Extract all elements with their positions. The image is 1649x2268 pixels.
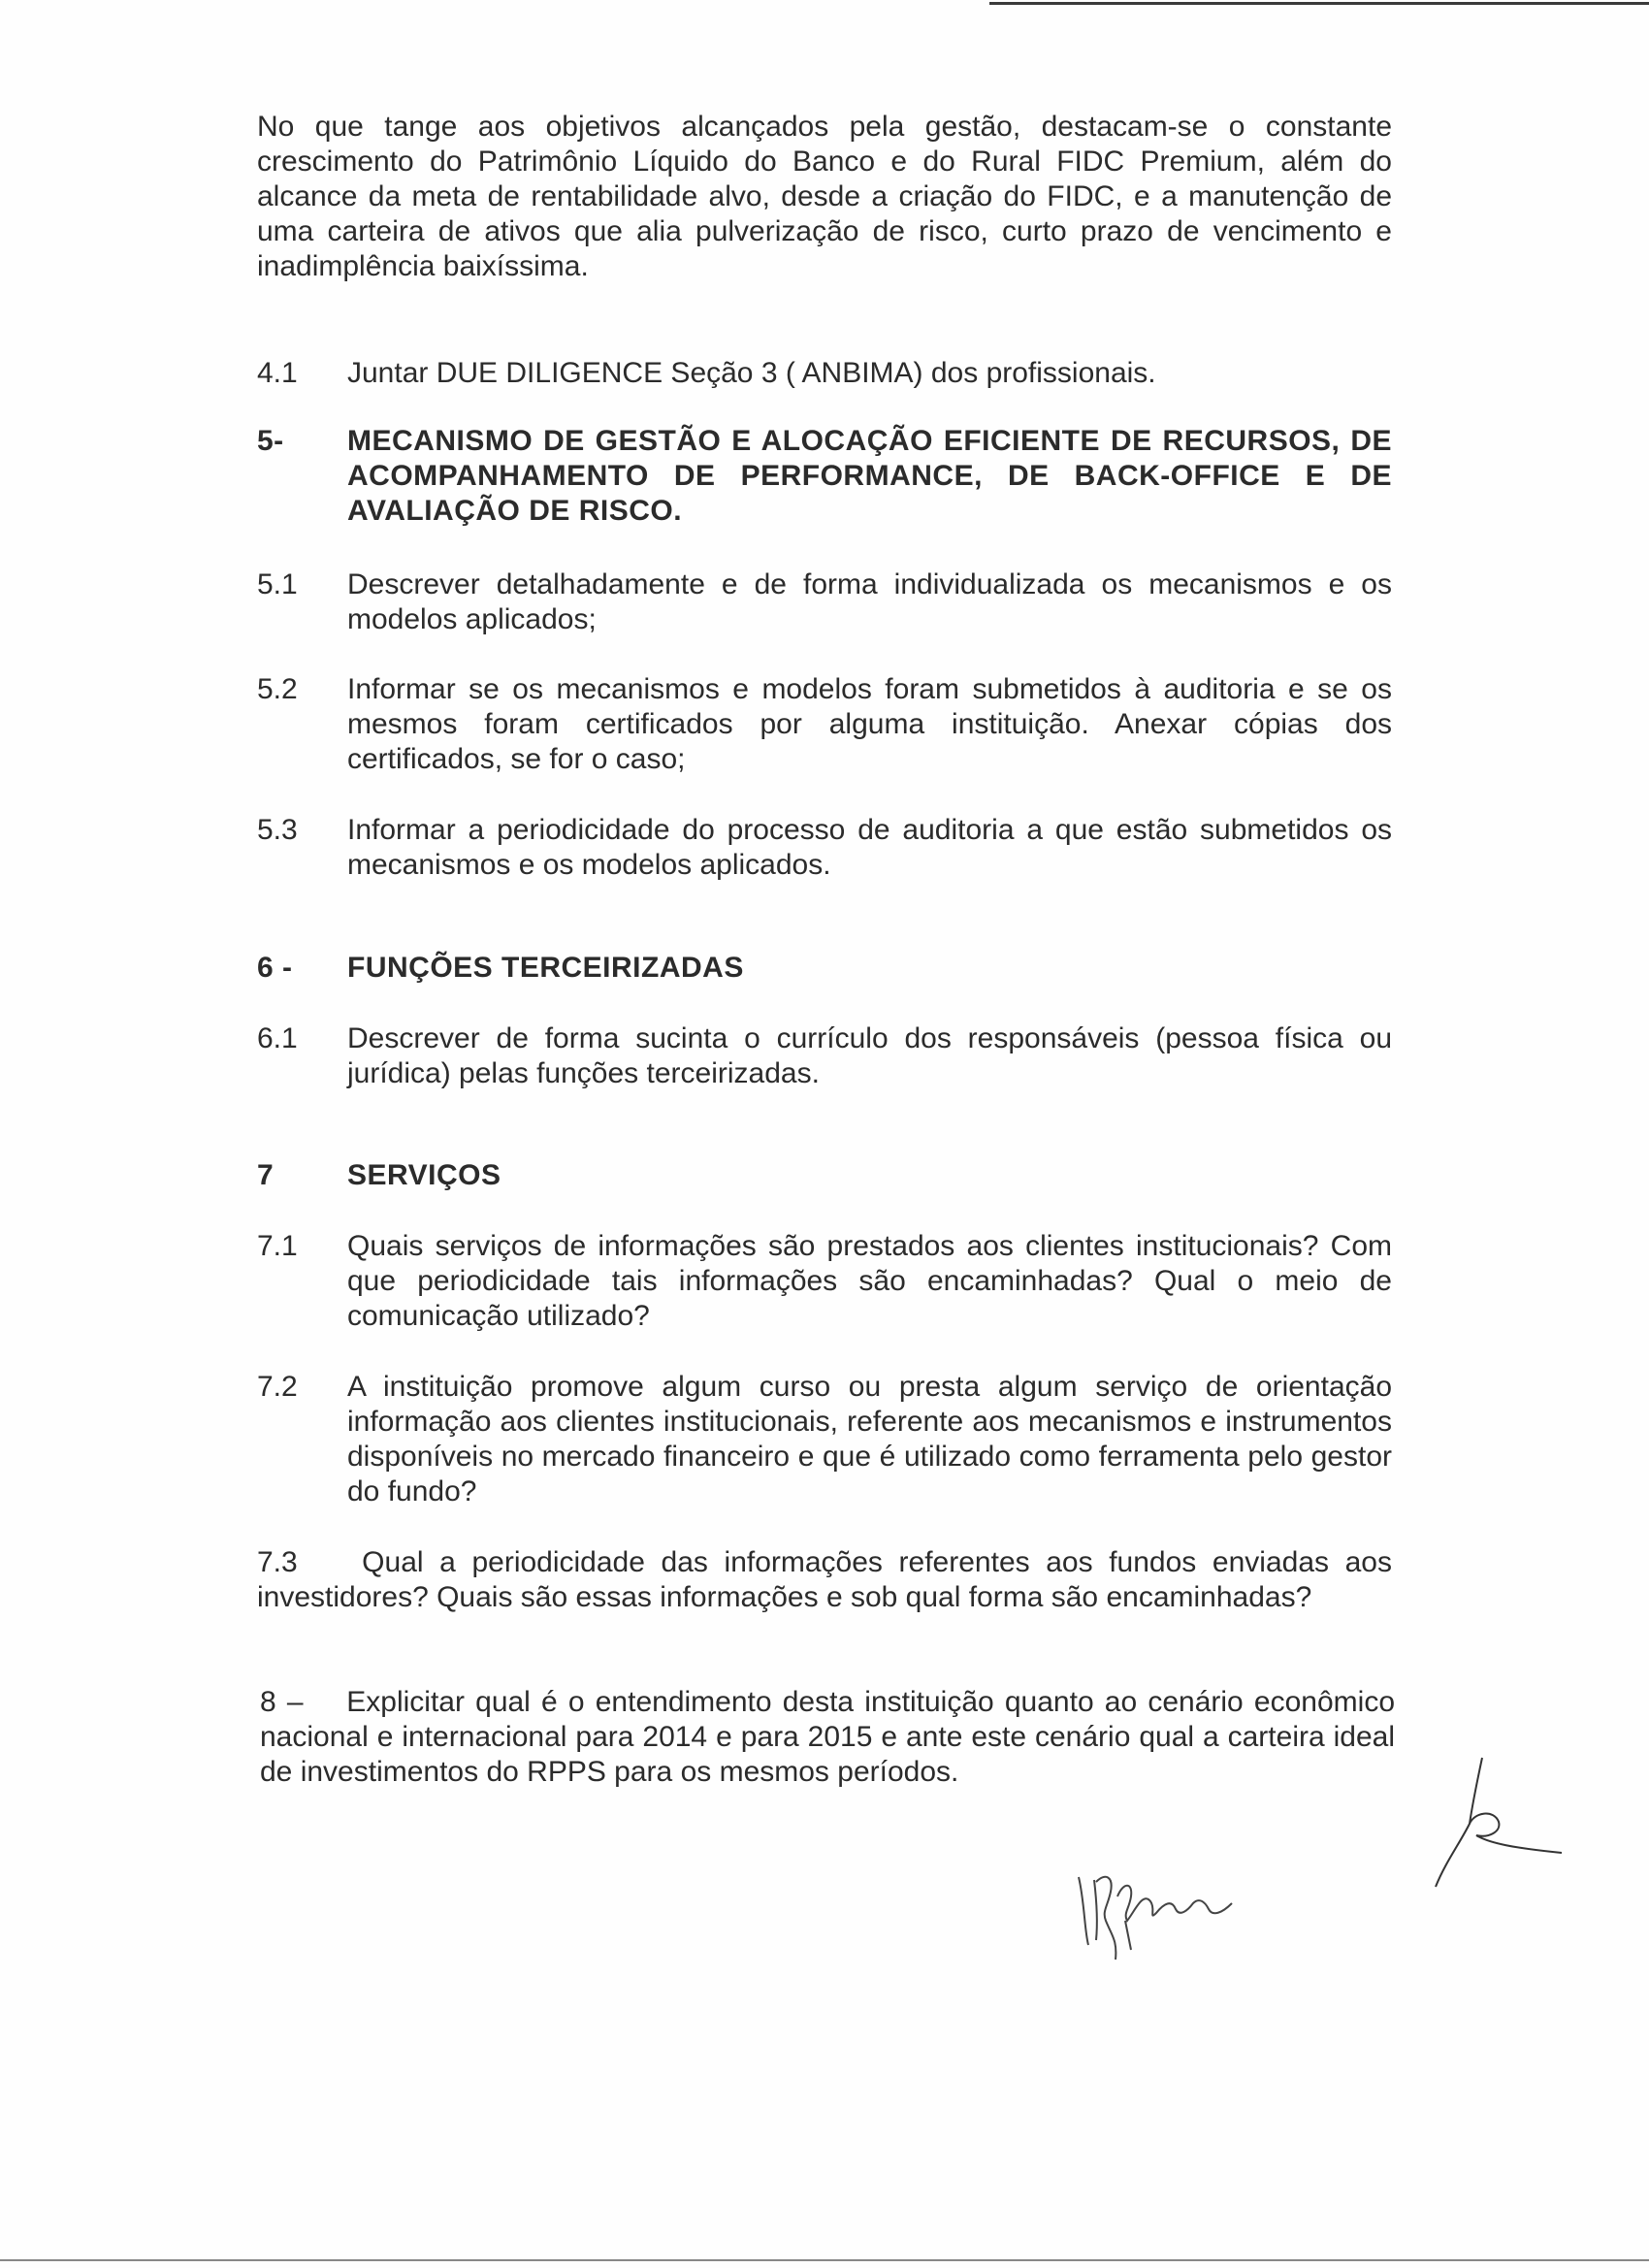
item-number: 5.2 (257, 673, 298, 705)
item-text: Informar se os mecanismos e modelos foram submetidos à auditoria e se os mesmos foram certificados por alguma instituição. Anexar cópias dos certificados, se for o caso; (347, 673, 1392, 775)
item-number: 5.3 (257, 814, 298, 846)
section-title: MECANISMO DE GESTÃO E ALOCAÇÃO EFICIENTE DE RECURSOS, DE ACOMPANHAMENTO DE PERFORMANCE, DE BACK-OFFICE E DE AVALIAÇÃO DE RISCO. (347, 425, 1392, 527)
section-title: SERVIÇOS (347, 1159, 501, 1191)
item-5-3 (257, 813, 1392, 886)
item-6-1 (257, 1021, 1392, 1094)
section-5-heading (257, 424, 1392, 531)
section-number: 7 (257, 1159, 275, 1191)
item-7-3: 7.3 Qual a periodicidade das informações referentes aos fundos enviadas aos investidores? Quais são essas informações e sob qual forma são encaminhadas? (257, 1546, 1401, 1613)
item-5-2 (257, 672, 1392, 779)
initials-signature (1416, 1746, 1581, 1901)
item-8: 8 – Explicitar qual é o entendimento desta instituição quanto ao cenário econômico nacional e internacional para 2014 e para 2015 e ante este cenário qual a carteira ideal de investimentos do RPPS para os mesmos períodos. (260, 1686, 1404, 1788)
handwritten-signature (1067, 1853, 1261, 1969)
item-number: 4.1 (257, 357, 298, 389)
section-number: 5- (257, 425, 284, 457)
item-4-1 (257, 356, 1392, 395)
intro-paragraph: No que tange aos objetivos alcançados pela gestão, destacam-se o constante crescimento do Patrimônio Líquido do Banco e do Rural FIDC Premium, além do alcance da meta de rentabilidade alvo, desde a criação do FIDC, e a manutenção de uma carteira de ativos que alia pulverização de risco, curto prazo de vencimento e inadimplência baixíssima. (257, 111, 1392, 282)
item-number: 5.1 (257, 568, 298, 600)
scan-edge-bottom (0, 2259, 1649, 2261)
item-text: Informar a periodicidade do processo de auditoria a que estão submetidos os mecanismos e os modelos aplicados. (347, 814, 1392, 881)
item-number: 7.1 (257, 1230, 298, 1262)
section-6-heading (257, 951, 1392, 989)
scan-edge-top (989, 2, 1649, 5)
item-text: A instituição promove algum curso ou presta algum serviço de orientação informação aos clientes institucionais, referente aos mecanismos e instrumentos disponíveis no mercado financeiro e que é utilizado como ferramenta pelo gestor do fundo? (347, 1371, 1392, 1507)
section-title: FUNÇÕES TERCEIRIZADAS (347, 952, 744, 984)
item-number: 7.2 (257, 1371, 298, 1403)
item-text: Descrever de forma sucinta o currículo dos responsáveis (pessoa física ou jurídica) pelas funções terceirizadas. (347, 1022, 1392, 1089)
item-number: 6.1 (257, 1022, 298, 1054)
section-7-heading (257, 1158, 1392, 1197)
item-text: Quais serviços de informações são prestados aos clientes institucionais? Com que periodicidade tais informações são encaminhadas? Qual o meio de comunicação utilizado? (347, 1230, 1392, 1332)
item-7-2 (257, 1370, 1392, 1513)
item-text: Descrever detalhadamente e de forma individualizada os mecanismos e os modelos aplicados; (347, 568, 1392, 635)
item-5-1 (257, 567, 1392, 640)
item-7-1 (257, 1229, 1392, 1336)
item-text: Juntar DUE DILIGENCE Seção 3 ( ANBIMA) dos profissionais. (347, 357, 1156, 389)
section-number: 6 - (257, 952, 293, 984)
